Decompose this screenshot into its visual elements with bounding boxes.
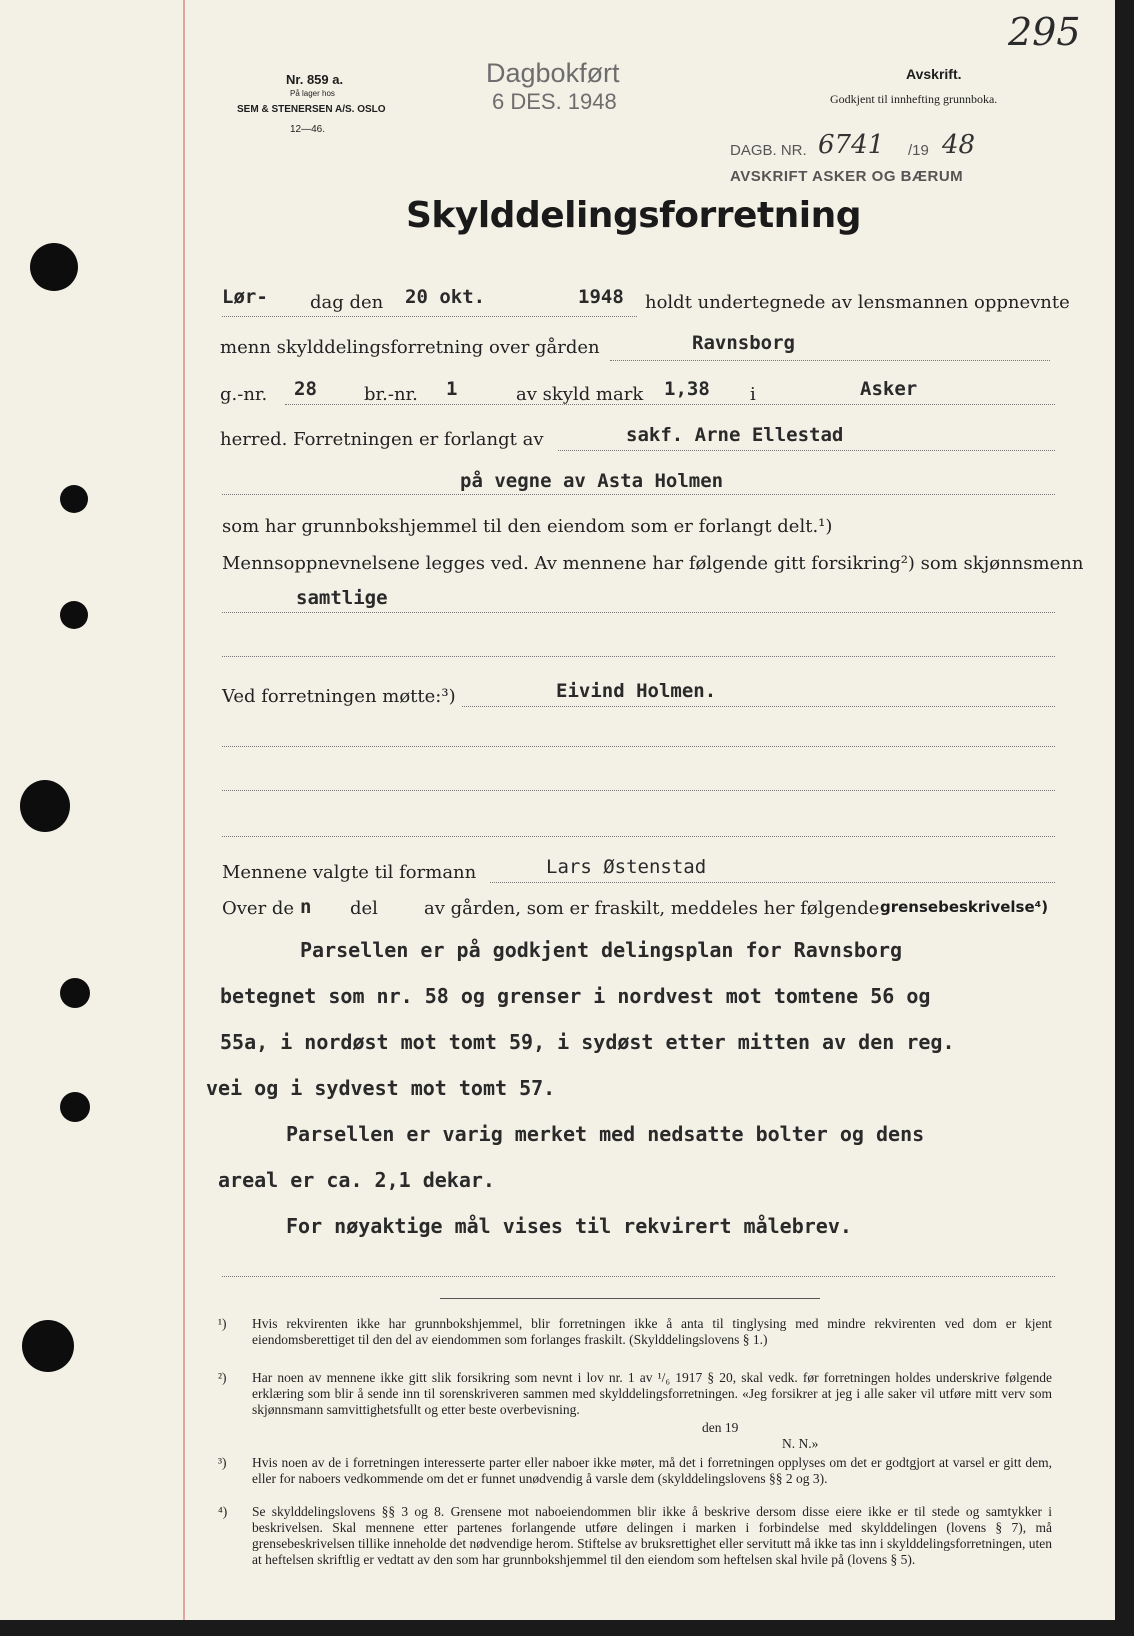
body-line: Parsellen er varig merket med nedsatte bolter og dens bbox=[286, 1122, 925, 1146]
footnote-2-date bbox=[222, 1420, 1052, 1436]
brnr-label: br.-nr. bbox=[364, 384, 418, 405]
body-line: betegnet som nr. 58 og grenser i nordvest mot tomtene 56 og bbox=[220, 984, 931, 1008]
grense-label bbox=[880, 898, 1048, 916]
formann-value: Lars Østenstad bbox=[546, 856, 707, 878]
footnote-text: den 19 bbox=[702, 1420, 739, 1435]
brnr-value: 1 bbox=[446, 378, 458, 400]
footnote-mark: ³) bbox=[218, 1455, 227, 1470]
publisher-line-2: SEM & STENERSEN A/S. OSLO bbox=[237, 104, 386, 115]
gnr-label: g.-nr. bbox=[220, 384, 268, 405]
form-number: Nr. 859 a. bbox=[286, 72, 344, 87]
skyld-value: 1,38 bbox=[664, 378, 710, 400]
footnote-2-signature bbox=[222, 1436, 1052, 1452]
footnote-text: Hvis rekvirenten ikke har grunnbokshjemmel, blir forretningen ikke å anta til tinglysing med mindre rekvirenten ved dom er kjent eiendomsberettiget til den del av eiendommen som forlanges fraskilt. (Skylddelingslovens § 1.) bbox=[252, 1316, 1052, 1347]
i-label: i bbox=[750, 384, 756, 405]
punch-hole-icon bbox=[20, 780, 70, 832]
year-value: 1948 bbox=[578, 286, 624, 308]
footnote-4 bbox=[218, 1504, 1052, 1604]
publisher-line-1: På lager hos bbox=[290, 89, 335, 98]
dotted-rule bbox=[558, 450, 1055, 451]
punch-hole-icon bbox=[60, 978, 90, 1008]
formann-label: Mennene valgte til formann bbox=[222, 862, 477, 883]
office-stamp: AVSKRIFT ASKER OG BÆRUM bbox=[730, 168, 964, 185]
footnote-text: Har noen av mennene ikke gitt slik forsikring som nevnt i lov nr. 1 av ¹/₆ 1917 § 20, skal vedk. før forretningen holdes underskrive følgende erklæring som blir å sende inn til sorenskriveren sammen med skylddelingsforretningen. «Jeg forsikrer at jeg i alle saker vil utføre mitt verv som skjønnsmann samvittighetsfullt og etter beste overbevisning. bbox=[252, 1370, 1052, 1417]
dagb-nr-label: DAGB. NR. bbox=[730, 142, 807, 159]
punch-hole-icon bbox=[60, 1092, 90, 1122]
municipality-value: Asker bbox=[860, 378, 918, 400]
dotted-rule bbox=[222, 746, 1055, 747]
page-title: Skylddelingsforretning bbox=[406, 195, 862, 236]
footnote-separator bbox=[440, 1298, 820, 1299]
footnote-text: Se skylddelingslovens §§ 3 og 8. Grensene mot naboeiendommen blir ikke å beskrive dersom disse eiere ikke er til stede og samtykker i beskrivelsen. Skal mennene etter partenes forlangende utføre delingen i marken i forbindelse med skylddelingen (lovens § 7), må grensebeskrivelsen tillike inneholde det nødvendige herom. Stiftelse av bruksrettighet eller servitutt må ikke tas inn i skylddelingsforretningen, uten at heftelsen skriftlig er vedtatt av den som har grunnbokshjemmel til den eiendom som heftelsen skal hvile på (lovens § 5). bbox=[252, 1504, 1052, 1567]
weekday-value: Lør- bbox=[222, 286, 268, 308]
punch-hole-icon bbox=[30, 243, 78, 291]
margin-rule bbox=[183, 0, 185, 1620]
page-number: 295 bbox=[1008, 10, 1081, 54]
dotted-rule bbox=[490, 882, 1055, 883]
body-line: areal er ca. 2,1 dekar. bbox=[218, 1168, 495, 1192]
dagb-year-prefix: /19 bbox=[908, 142, 929, 159]
avskrift-note: Godkjent til innhefting grunnboka. bbox=[830, 92, 998, 106]
dotted-rule bbox=[222, 612, 1055, 613]
avskrift-title: Avskrift. bbox=[906, 66, 962, 82]
del-label: del bbox=[350, 898, 378, 919]
motte-label: Ved forretningen møtte:³) bbox=[222, 686, 456, 707]
dotted-rule bbox=[222, 790, 1055, 791]
publisher-line-3: 12—46. bbox=[290, 124, 326, 135]
body-line: vei og i sydvest mot tomt 57. bbox=[206, 1076, 556, 1100]
footnote-text: N. N.» bbox=[782, 1436, 819, 1451]
dotted-rule bbox=[222, 656, 1055, 657]
footnote-text: Hvis noen av de i forretningen interesserte parter eller naboer ikke møter, må det i forretningen opplyses om det er godtgjort at varsel er gitt dem, eller for naboers vedkommende om det er funnet unødvendig å varsle dem (skylddelingslovens §§ 2 og 3). bbox=[252, 1455, 1052, 1486]
date-value: 20 okt. bbox=[405, 286, 486, 308]
skjonn-value: samtlige bbox=[296, 587, 388, 609]
punch-hole-icon bbox=[22, 1320, 74, 1372]
grense-bold: grensebeskrivelse bbox=[880, 898, 1035, 916]
dagb-nr-value: 6741 bbox=[818, 130, 885, 160]
menn-text: menn skylddelingsforretning over gården bbox=[220, 337, 600, 358]
gnr-value: 28 bbox=[294, 378, 317, 400]
held-text: holdt undertegnede av lensmannen oppnevnte bbox=[645, 292, 1070, 313]
punch-hole-icon bbox=[60, 601, 88, 629]
dotted-rule bbox=[610, 360, 1050, 361]
grense-sup: ⁴) bbox=[1034, 898, 1049, 916]
over-n-value: n bbox=[300, 896, 312, 918]
grunnbok-text: som har grunnbokshjemmel til den eiendom som er forlangt delt.¹) bbox=[222, 516, 833, 537]
body-line: For nøyaktige mål vises til rekvirert målebrev. bbox=[286, 1214, 852, 1238]
herred-text: herred. Forretningen er forlangt av bbox=[220, 429, 544, 450]
footnote-3 bbox=[218, 1455, 1052, 1505]
dagb-year-value: 48 bbox=[942, 130, 976, 160]
body-line: Parsellen er på godkjent delingsplan for Ravnsborg bbox=[300, 938, 903, 962]
dotted-rule bbox=[222, 836, 1055, 837]
motte-value: Eivind Holmen. bbox=[556, 680, 717, 702]
farm-value: Ravnsborg bbox=[692, 332, 795, 354]
dag-den-label: dag den bbox=[310, 292, 384, 313]
dotted-rule bbox=[222, 1276, 1055, 1277]
behalf-value: på vegne av Asta Holmen bbox=[460, 470, 724, 492]
dotted-rule bbox=[222, 316, 637, 317]
dagbokfort-stamp: Dagbokført bbox=[486, 58, 620, 88]
fraskilt-text: av gården, som er fraskilt, meddeles her følgende bbox=[424, 898, 880, 919]
footnote-mark: ⁴) bbox=[218, 1504, 228, 1519]
over-den-label: Over de bbox=[222, 898, 295, 919]
requester-value: sakf. Arne Ellestad bbox=[626, 424, 844, 446]
body-line: 55a, i nordøst mot tomt 59, i sydøst etter mitten av den reg. bbox=[220, 1030, 955, 1054]
dotted-rule bbox=[285, 404, 1055, 405]
mennsopp-text: Mennsoppnevnelsene legges ved. Av mennene har følgende gitt forsikring²) som skjønnsmenn bbox=[222, 553, 1084, 574]
dotted-rule bbox=[462, 706, 1055, 707]
skyld-label: av skyld mark bbox=[516, 384, 644, 405]
punch-hole-icon bbox=[60, 485, 88, 513]
dagbokfort-date: 6 DES. 1948 bbox=[492, 89, 617, 114]
dotted-rule bbox=[222, 494, 1055, 495]
footnote-mark: ¹) bbox=[218, 1316, 227, 1331]
footnote-mark: ²) bbox=[218, 1370, 227, 1385]
